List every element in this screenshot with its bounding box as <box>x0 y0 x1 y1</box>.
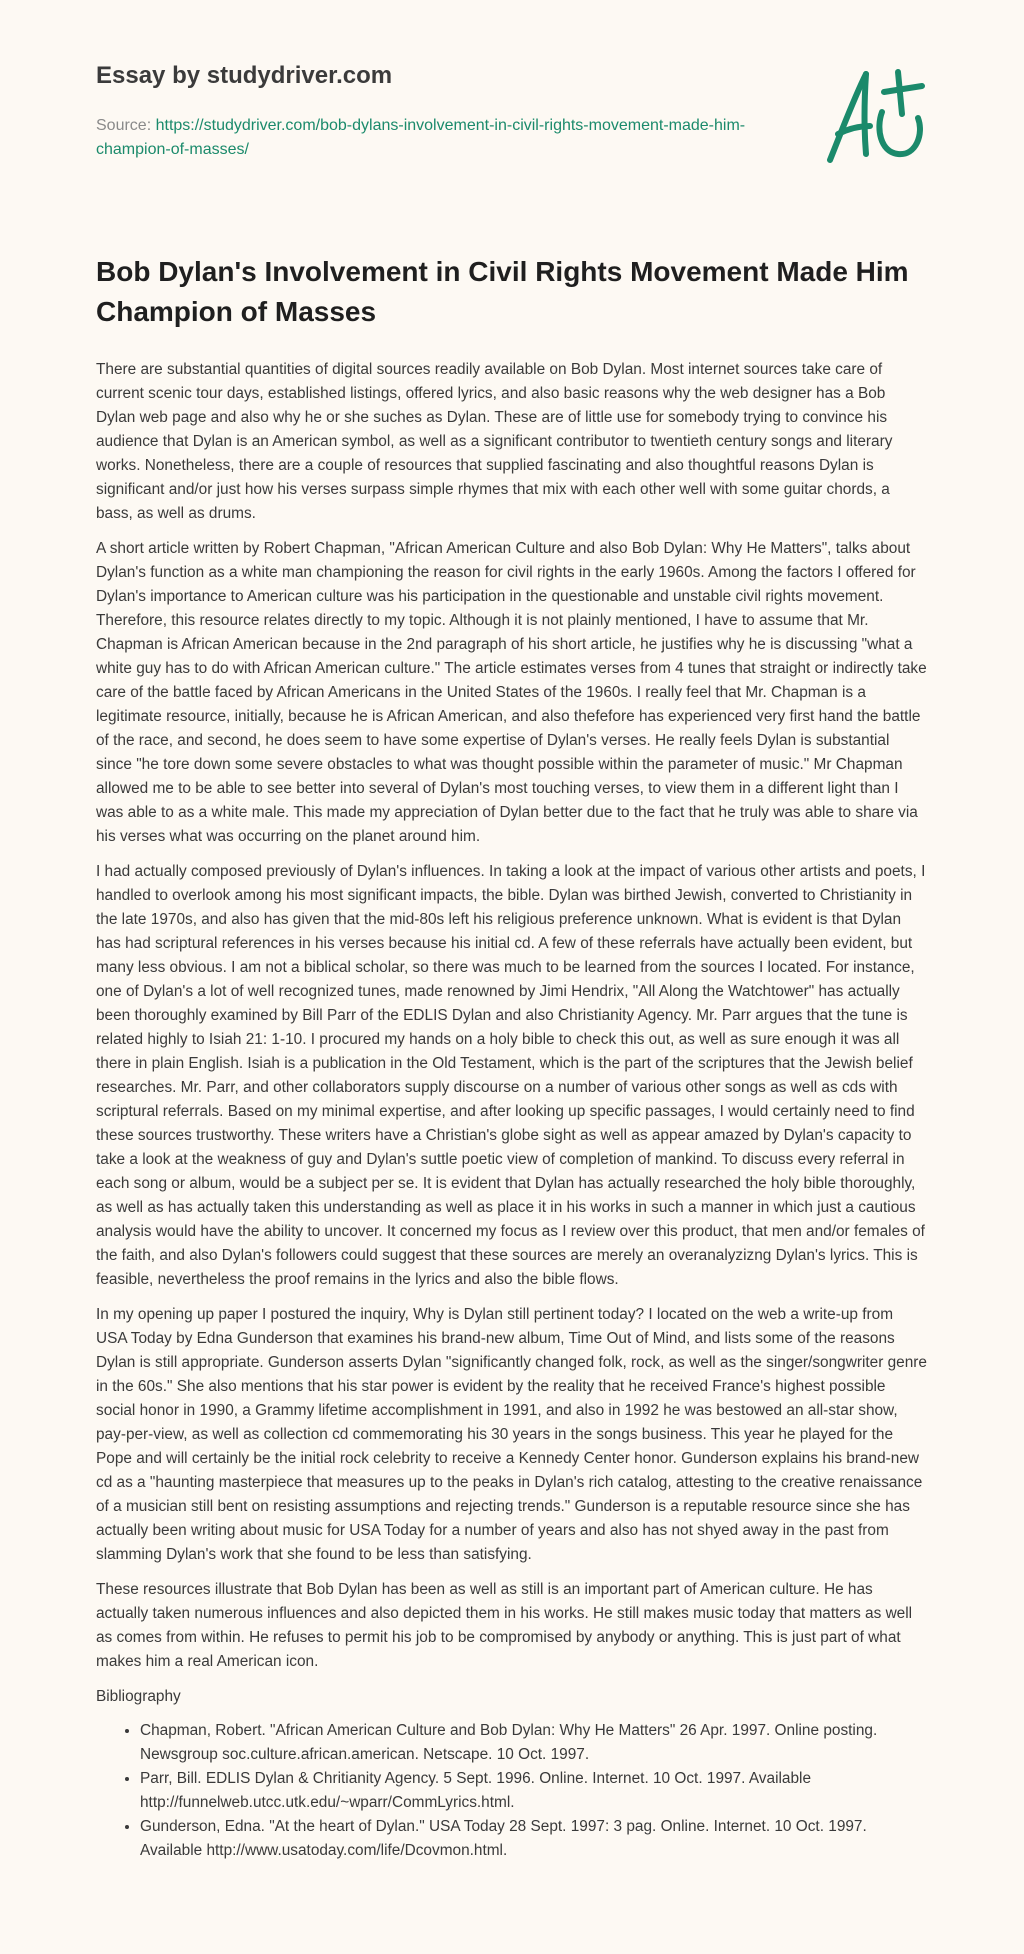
a-plus-logo-icon <box>820 68 932 168</box>
paragraph: These resources illustrate that Bob Dylan has been as well as still is an important part of American culture. He has actually taken numerous influences and also depicted them in his works. He still makes music today that matters as well as comes from within. He refuses to permit his job to be compromised by anybody or anything. This is just part of what makes him a real American icon. <box>96 1581 913 1670</box>
source-line <box>96 114 796 162</box>
source-label: Source: <box>96 117 156 134</box>
article <box>96 252 928 1863</box>
a-plus-logo <box>820 68 932 168</box>
bibliography-list <box>96 1719 928 1863</box>
site-brand: Essay by studydriver.com <box>96 62 393 89</box>
paragraph: There are substantial quantities of digital sources readily available on Bob Dylan. Most internet sources take care of current scenic tour days, established listings, offered lyrics, and also basic reasons why the web designer has a Bob Dylan web page and also why he or she suches as Dylan. These are of little use for somebody trying to convince his audience that Dylan is an American symbol, as well as a significant contributor to twentieth century songs and literary works. Nonetheless, there are a couple of resources that supplied fascinating and also thoughtful reasons Dylan is significant and/or just how his verses surpass simple rhymes that mix with each other well with some guitar chords, a bass, as well as drums. <box>96 361 893 522</box>
source-link[interactable]: https://studydriver.com/bob-dylans-involvement-in-civil-rights-movement-made-him-champion-of-masses/ <box>96 117 746 158</box>
bibliography-item: • Gunderson, Edna. "At the heart of Dylan." USA Today 28 Sept. 1997: 3 pag. Online. Internet. 10 Oct. 1997. Available http://www.usatoday.com/life/Dcovmon.html. <box>140 1815 928 1863</box>
bibliography-heading: Bibliography <box>96 1688 181 1705</box>
article-title: Bob Dylan's Involvement in Civil Rights Movement Made Him Champion of Masses <box>96 256 909 327</box>
bibliography-item: • Parr, Bill. EDLIS Dylan & Chritianity Agency. 5 Sept. 1996. Online. Internet. 10 Oct. 1997. Available http://funnelweb.utcc.utk.edu/~wparr/CommLyrics.html. <box>140 1767 928 1815</box>
paragraph: In my opening up paper I postured the inquiry, Why is Dylan still pertinent today? I located on the web a write-up from USA Today by Edna Gunderson that examines his brand-new album, Time Out of Mind, and lists some of the reasons Dylan is still appropriate. Gunderson asserts Dylan "significantly changed folk, rock, as well as the singer/songwriter genre in the 60s." She also mentions that his star power is evident by the reality that he received France's highest possible social honor in 1990, a Grammy lifetime accomplishment in 1991, and also in 1992 he was bestowed an all-star show, pay-per-view, as well as collection cd commemorating his 30 years in the songs business. This year he played for the Pope and will certainly be the initial rock celebrity to receive a Kennedy Center honor. Gunderson explains his brand-new cd as a "haunting masterpiece that measures up to the peaks in Dylan's rich catalog, attesting to the creative renaissance of a musician still bent on resisting assumptions and rejecting trends." Gunderson is a reputable resource since she has actually been writing about music for USA Today for a number of years and also has not shyed away in the past from slamming Dylan's work that she found to be less than satisfying. <box>96 1306 927 1563</box>
paragraph: I had actually composed previously of Dylan's influences. In taking a look at the impact of various other artists and poets, I handled to overlook among his most significant impacts, the bible. Dylan was birthed Jewish, converted to Christianity in the late 1970s, and also has given that the mid-80s left his religious preference unknown. What is evident is that Dylan has had scriptural references in his verses because his initial cd. A few of these referrals have actually been evident, but many less obvious. I am not a biblical scholar, so there was much to be learned from the sources I located. For instance, one of Dylan's a lot of well recognized tunes, made renowned by Jimi Hendrix, "All Along the Watchtower" has actually been thoroughly examined by Bill Parr of the EDLIS Dylan and also Christianity Agency. Mr. Parr argues that the tune is related highly to Isiah 21: 1-10. I procured my hands on a holy bible to check this out, as well as sure enough it was all there in plain English. Isiah is a publication in the Old Testament, which is the part of the scriptures that the Jewish belief researches. Mr. Parr, and other collaborators supply discourse on a number of various other songs as well as cds with scriptural referrals. Based on my minimal expertise, and after looking up specific passages, I would certainly need to find these sources trustworthy. These writers have a Christian's globe sight as well as appear amazed by Dylan's capacity to take a look at the weakness of guy and Dylan's suttle poetic view of completion of mankind. To discuss every referral in each song or album, would be a subject per se. It is evident that Dylan has actually researched the holy bible thoroughly, as well as has actually taken this understanding as well as place it in his works in such a manner in which just a cautious analysis would have the ability to uncover. It concerned my focus as I review over this product, that men and/or females of the faith, and also Dylan's followers could suggest that these sources are merely an overanalyzizng Dylan's lyrics. This is feasible, nevertheless the proof remains in the lyrics and also the bible flows. <box>96 863 926 1288</box>
paragraph: A short article written by Robert Chapman, "African American Culture and also Bob Dylan: Why He Matters", talks about Dylan's function as a white man championing the reason for civil rights in the early 1960s. Among the factors I offered for Dylan's importance to American culture was his participation in the questionable and unstable civil rights movement. Therefore, this resource relates directly to my topic. Although it is not plainly mentioned, I have to assume that Mr. Chapman is African American because in the 2nd paragraph of his short article, he justifies why he is discussing "what a white guy has to do with African American culture." The article estimates verses from 4 tunes that straight or indirectly take care of the battle faced by African Americans in the United States of the 1960s. I really feel that Mr. Chapman is a legitimate resource, initially, because he is African American, and also thefefore has experienced very first hand the battle of the race, and second, he does seem to have some expertise of Dylan's verses. He really feels Dylan is substantial since "he tore down some severe obstacles to what was thought possible within the parameter of music." Mr Chapman allowed me to be able to see better into several of Dylan's most touching verses, to view them in a different light than I was able to as a white male. This made my appreciation of Dylan better due to the fact that he truly was able to share via his verses what was occurring on the planet around him. <box>96 540 927 845</box>
bibliography-item: • Chapman, Robert. "African American Culture and Bob Dylan: Why He Matters" 26 Apr. 1997. Online posting. Newsgroup soc.culture.african.american. Netscape. 10 Oct. 1997. <box>140 1719 928 1767</box>
page-header <box>96 60 796 162</box>
